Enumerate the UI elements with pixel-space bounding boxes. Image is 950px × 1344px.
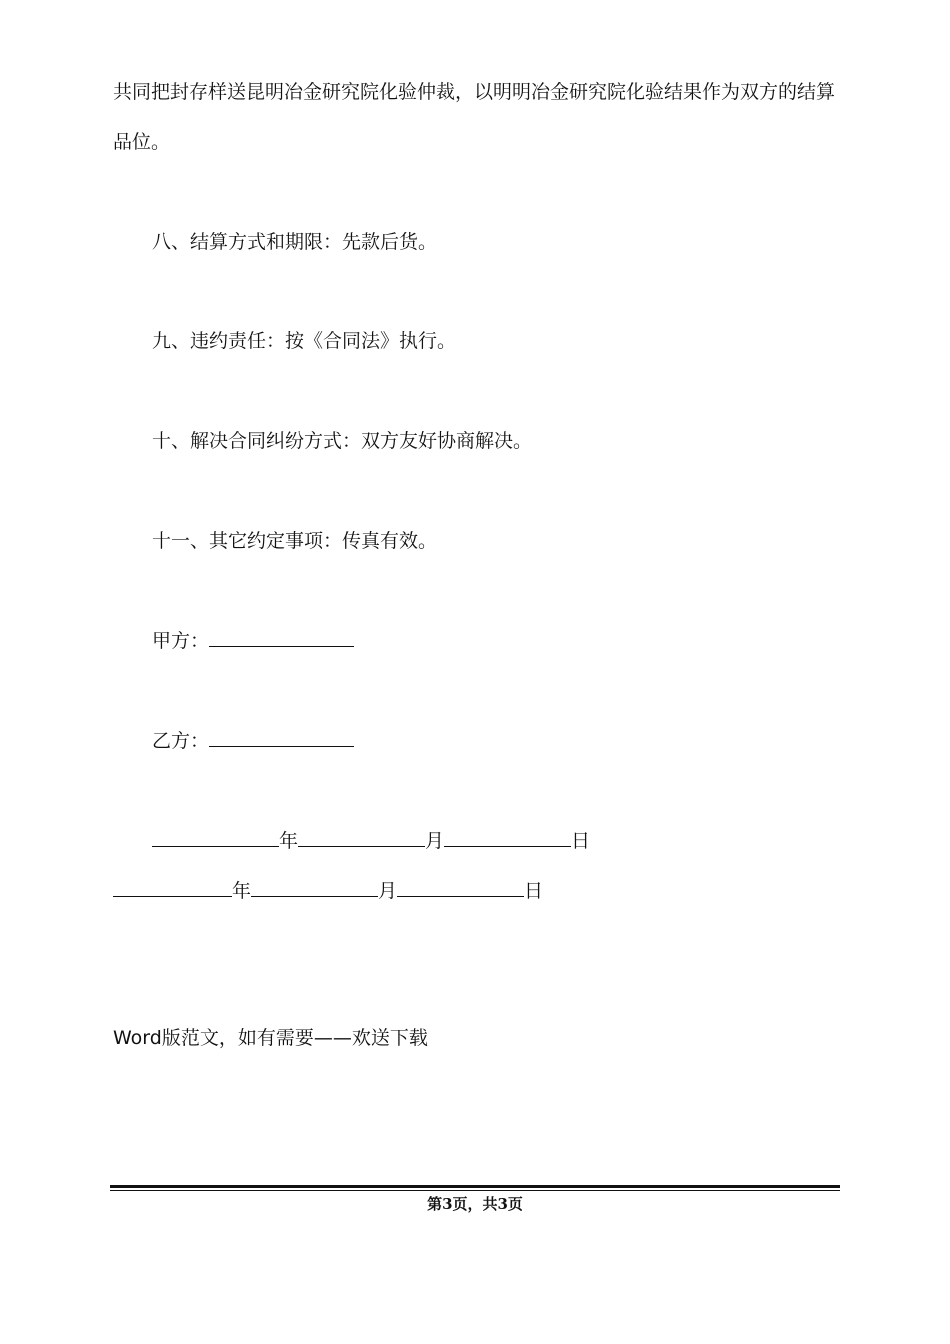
date-1-year-blank[interactable]	[152, 828, 279, 847]
date-2-month-blank[interactable]	[251, 878, 378, 897]
paragraph-line-1: 共同把封存样送昆明冶金研究院化验仲裁，以明明冶金研究院化验结果作为双方的结算	[113, 81, 836, 103]
date-line-2	[113, 878, 543, 903]
party-b-signature	[152, 728, 354, 753]
clause-dispute: 十、解决合同纠纷方式：双方友好协商解决。	[152, 430, 533, 452]
clause-other: 十一、其它约定事项：传真有效。	[152, 530, 438, 552]
date-2-day-blank[interactable]	[397, 878, 524, 897]
party-b-blank[interactable]	[209, 728, 354, 747]
date-2-year-blank[interactable]	[113, 878, 232, 897]
date-1-day-blank[interactable]	[444, 828, 571, 847]
page-number: 第3页，共3页	[427, 1195, 523, 1213]
date-1-day-label: 日	[571, 830, 591, 852]
date-2-day-label: 日	[524, 880, 544, 902]
footer-rule-thick	[110, 1185, 840, 1188]
date-1-year-label: 年	[279, 830, 299, 852]
date-2-year-label: 年	[232, 880, 252, 902]
footer-note: Word版范文，如有需要——欢送下载	[113, 1027, 428, 1049]
party-a-blank[interactable]	[209, 628, 354, 647]
date-1-month-label: 月	[425, 830, 445, 852]
party-a-label: 甲方：	[152, 630, 210, 652]
date-line-1	[152, 828, 590, 853]
date-2-month-label: 月	[378, 880, 398, 902]
clause-settlement: 八、结算方式和期限：先款后货。	[152, 231, 438, 253]
party-a-signature	[152, 628, 354, 653]
clause-liability: 九、违约责任：按《合同法》执行。	[152, 330, 457, 352]
paragraph-line-2: 品位。	[113, 131, 171, 153]
party-b-label: 乙方：	[152, 730, 210, 752]
footer-rule-thin	[110, 1190, 840, 1191]
date-1-month-blank[interactable]	[298, 828, 425, 847]
